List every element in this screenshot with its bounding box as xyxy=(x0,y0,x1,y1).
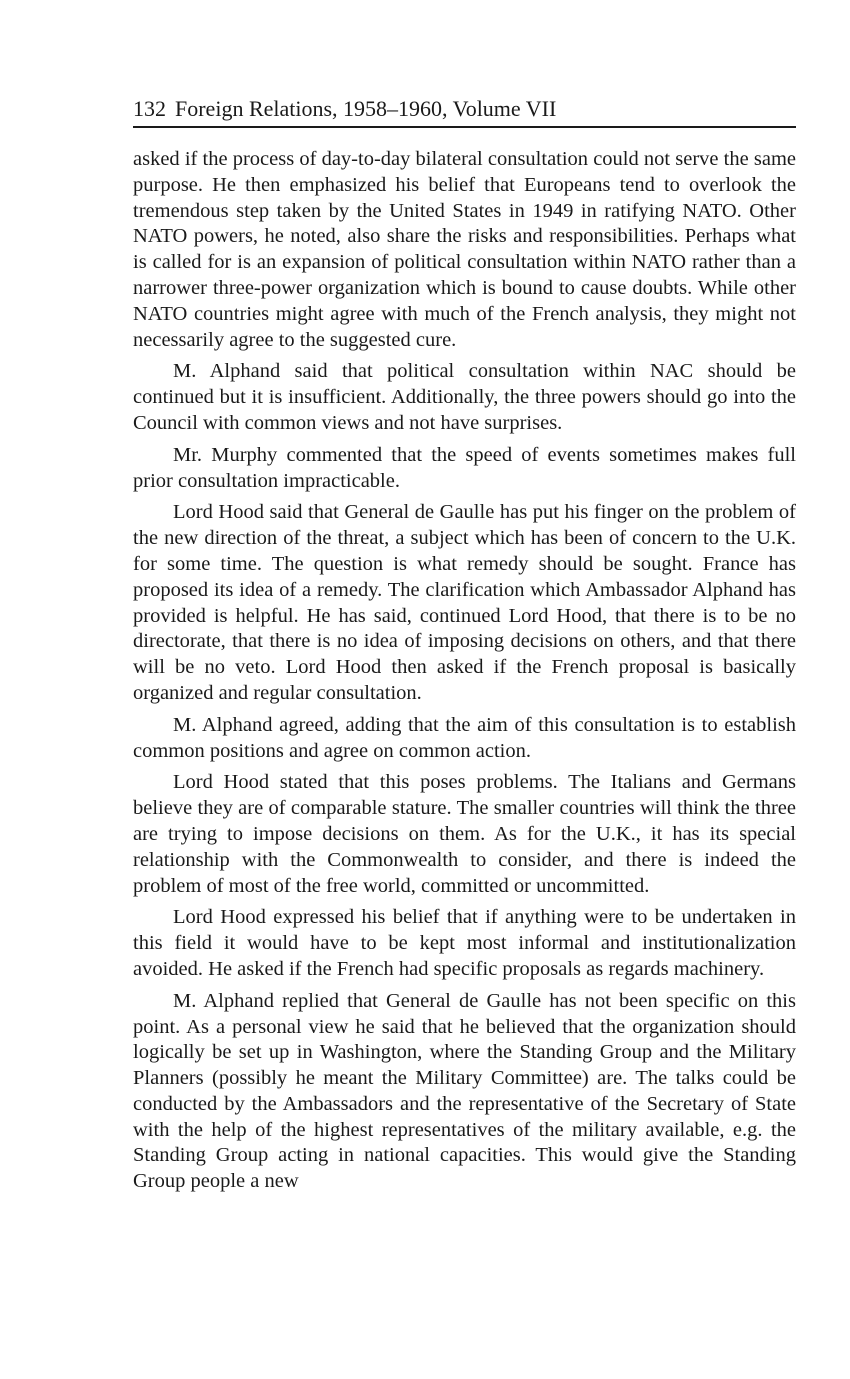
paragraph-continued: asked if the process of day-to-day bilateral consultation could not serve the same purpose. He then emphasized his belief that Europeans tend to overlook the tremendous step taken by the United States in 1949 in ratifying NATO. Other NATO powers, he noted, also share the risks and responsibilities. Perhaps what is called for is an expansion of political consultation within NATO rather than a narrower three-power organization which is bound to cause doubts. While other NATO countries might agree with much of the French analysis, they might not necessarily agree to the suggested cure. xyxy=(133,148,796,351)
paragraph: Lord Hood expressed his belief that if anything were to be undertaken in this field it would have to be kept most informal and institutionalization avoided. He asked if the French had specific proposals as regards machinery. xyxy=(133,906,796,980)
paragraph: Lord Hood stated that this poses problems. The Italians and Germans believe they are of comparable stature. The smaller countries will think the three are trying to impose decisions on them. As for the U.K., it has its special relationship with the Commonwealth to consider, and there is indeed the problem of most of the free world, committed or uncommitted. xyxy=(133,771,796,897)
body-text xyxy=(133,147,796,1201)
paragraph: M. Alphand said that political consultation within NAC should be continued but it is insufficient. Additionally, the three powers should go into the Council with common views and not have surprises. xyxy=(133,360,796,434)
paragraph: Mr. Murphy commented that the speed of events sometimes makes full prior consultation impracticable. xyxy=(133,443,796,492)
paragraph: M. Alphand agreed, adding that the aim of this consultation is to establish common positions and agree on common action. xyxy=(133,713,796,762)
page-number: 132 xyxy=(133,96,166,121)
header-title: Foreign Relations, 1958–1960, Volume VII xyxy=(175,96,557,121)
paragraph: Lord Hood said that General de Gaulle has put his finger on the problem of the new direction of the threat, a subject which has been of concern to the U.K. for some time. The question is what remedy should be sought. France has proposed its idea of a remedy. The clarification which Ambassador Alphand has provided is helpful. He has said, continued Lord Hood, that there is to be no directorate, that there is no idea of imposing decisions on others, and that there will be no veto. Lord Hood then asked if the French proposal is basically organized and regular consultation. xyxy=(133,501,796,704)
paragraph: M. Alphand replied that General de Gaulle has not been specific on this point. As a personal view he said that he believed that the organization should logically be set up in Washington, where the Standing Group and the Military Planners (possibly he meant the Military Committee) are. The talks could be conducted by the Ambassadors and the representative of the Secretary of State with the help of the highest representatives of the military available, e.g. the Standing Group acting in national capacities. This would give the Standing Group people a new xyxy=(133,989,796,1193)
running-head xyxy=(133,94,796,128)
